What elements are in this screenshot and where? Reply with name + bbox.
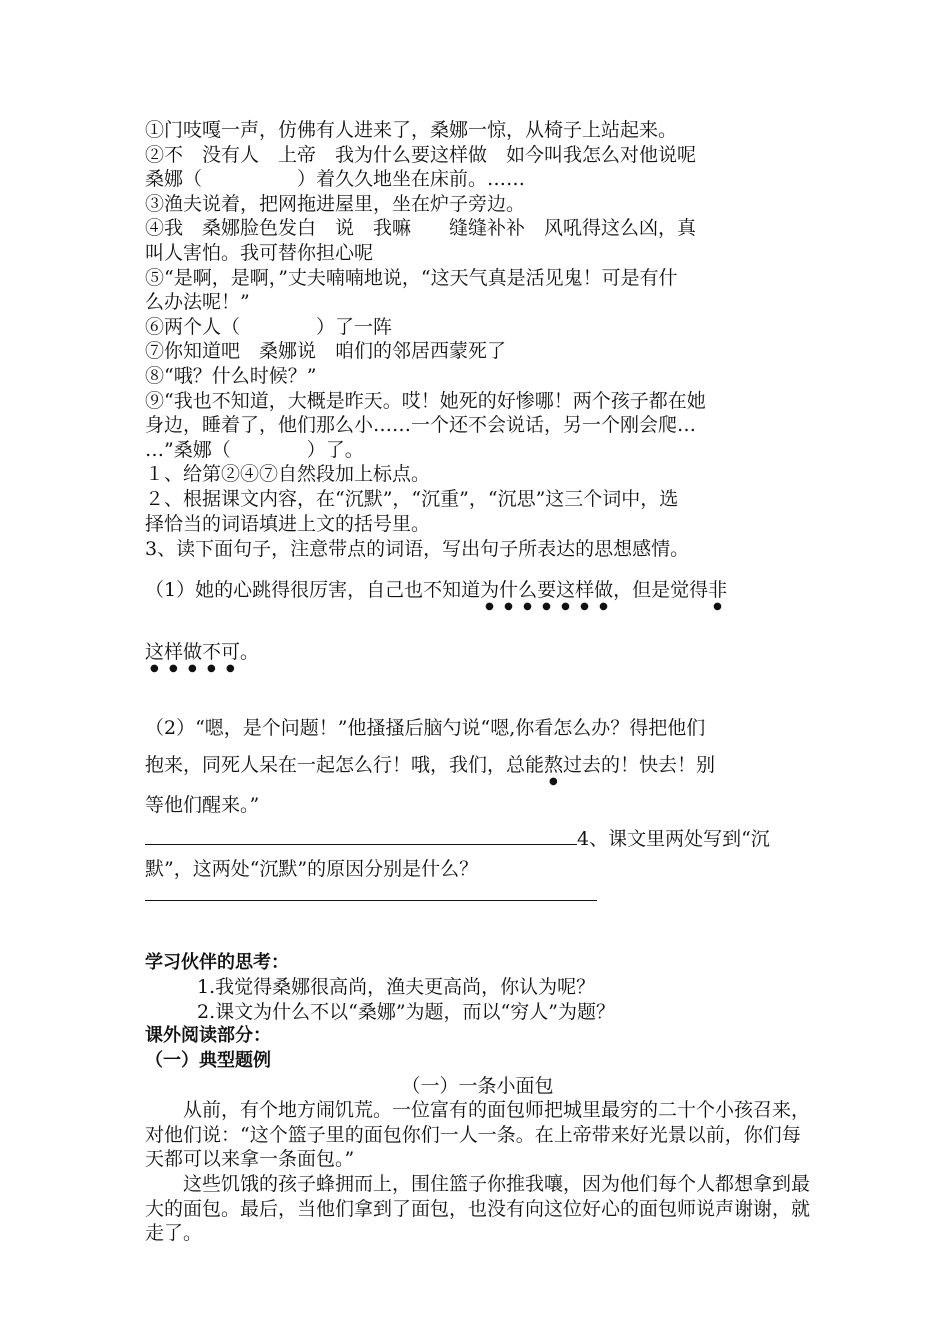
passage-line: ④我 桑娜脸色发白 说 我嘛 缝缝补补 风吼得这么凶，真 <box>145 217 697 240</box>
answer-line[interactable] <box>145 824 577 845</box>
questions <box>145 462 810 900</box>
story-title: （一）一条小面包 <box>401 1074 554 1097</box>
partner-section <box>145 951 810 1025</box>
passage-line: ⑥两个人（ ）了一阵 <box>145 315 393 338</box>
story-paragraph: 这些饥饿的孩子蜂拥而上，围住篮子你推我嚷，因为他们每个人都想拿到最大的面包。最后，当他们拿到了面包，也没有向这位好心的面包师说声谢谢，就走了。 <box>145 1173 811 1245</box>
question-2: ２、根据课文内容，在“沉默”，“沉重”，“沉思”这三个词中，选 <box>145 487 679 510</box>
story-paragraph: 从前，有个地方闹饥荒。一位富有的面包师把城里最穷的二十个小孩召来，对他们说：“这个篮子里的面包你们一人一条。在上帝带来好光景以前，你们每天都可以来拿一条面包。” <box>145 1099 811 1171</box>
passage-line: 么办法呢！” <box>145 291 250 314</box>
passage-line: 桑娜（ ）着久久地坐在床前。…… <box>145 168 526 191</box>
partner-heading: 学习伙伴的思考： <box>145 951 289 973</box>
dotted-phrase: 为什么要这样做 <box>480 578 614 601</box>
extra-subheading: （一）典型题例 <box>145 1050 271 1072</box>
passage <box>145 118 810 462</box>
sentence-2: （2）“嗯，是个问题！”他搔搔后脑勺说“嗯,你看怎么办？得把他们 抱来，同死人呆在一起怎么行！哦，我们，总能熬过去的！快去！别 等他们醒来。” <box>145 716 716 816</box>
document-page <box>145 118 810 1246</box>
passage-line: 身边，睡着了，他们那么小……一个还不会说话，另一个刚会爬… <box>145 414 697 437</box>
dotted-phrase: 这样做不可 <box>145 640 241 663</box>
passage-line: ⑧“哦？什么时候？” <box>145 364 317 387</box>
extra-reading <box>145 1024 810 1245</box>
partner-thought: 2.课文为什么不以“桑娜”为题，而以“穷人”为题？ <box>197 1000 615 1023</box>
dotted-phrase: 熬 <box>544 753 564 776</box>
question-1: １、给第②④⑦自然段加上标点。 <box>145 463 431 486</box>
passage-line: 叫人害怕。我可替你担心呢 <box>145 241 374 264</box>
passage-line: ⑨“我也不知道，大概是昨天。哎！她死的好惨哪！两个孩子都在她 <box>145 389 706 412</box>
question-4: 4、课文里两处写到“沉 <box>145 824 810 854</box>
dotted-phrase: 非 <box>708 578 728 601</box>
passage-line: ⑤“是啊，是啊，”丈夫喃喃地说，“这天气真是活见鬼！可是有什 <box>145 266 678 289</box>
question-2-cont: 择恰当的词语填进上文的括号里。 <box>145 512 431 535</box>
sentence-1: （1）她的心跳得很厉害，自己也不知道为什么要这样做，但是觉得非 这样做不可。 <box>145 578 728 663</box>
passage-line: ⑦你知道吧 桑娜说 咱们的邻居西蒙死了 <box>145 340 507 363</box>
answer-line[interactable] <box>145 900 597 901</box>
question-3: 3、读下面句子，注意带点的词语，写出句子所表达的思想感情。 <box>145 538 690 561</box>
passage-line: ②不 没有人 上帝 我为什么要这样做 如今叫我怎么对他说呢 <box>145 143 697 166</box>
question-4-cont: 默”，这两处“沉默”的原因分别是什么？ <box>145 857 479 880</box>
passage-line: ①门吱嘎一声，仿佛有人进来了，桑娜一惊，从椅子上站起来。 <box>145 119 678 141</box>
extra-heading: 课外阅读部分： <box>145 1025 271 1047</box>
partner-thought: 1.我觉得桑娜很高尚，渔夫更高尚，你认为呢？ <box>197 976 596 999</box>
passage-line: …”桑娜（ ）了。 <box>145 438 364 461</box>
passage-line: ③渔夫说着，把网拖进屋里，坐在炉子旁边。 <box>145 192 526 215</box>
